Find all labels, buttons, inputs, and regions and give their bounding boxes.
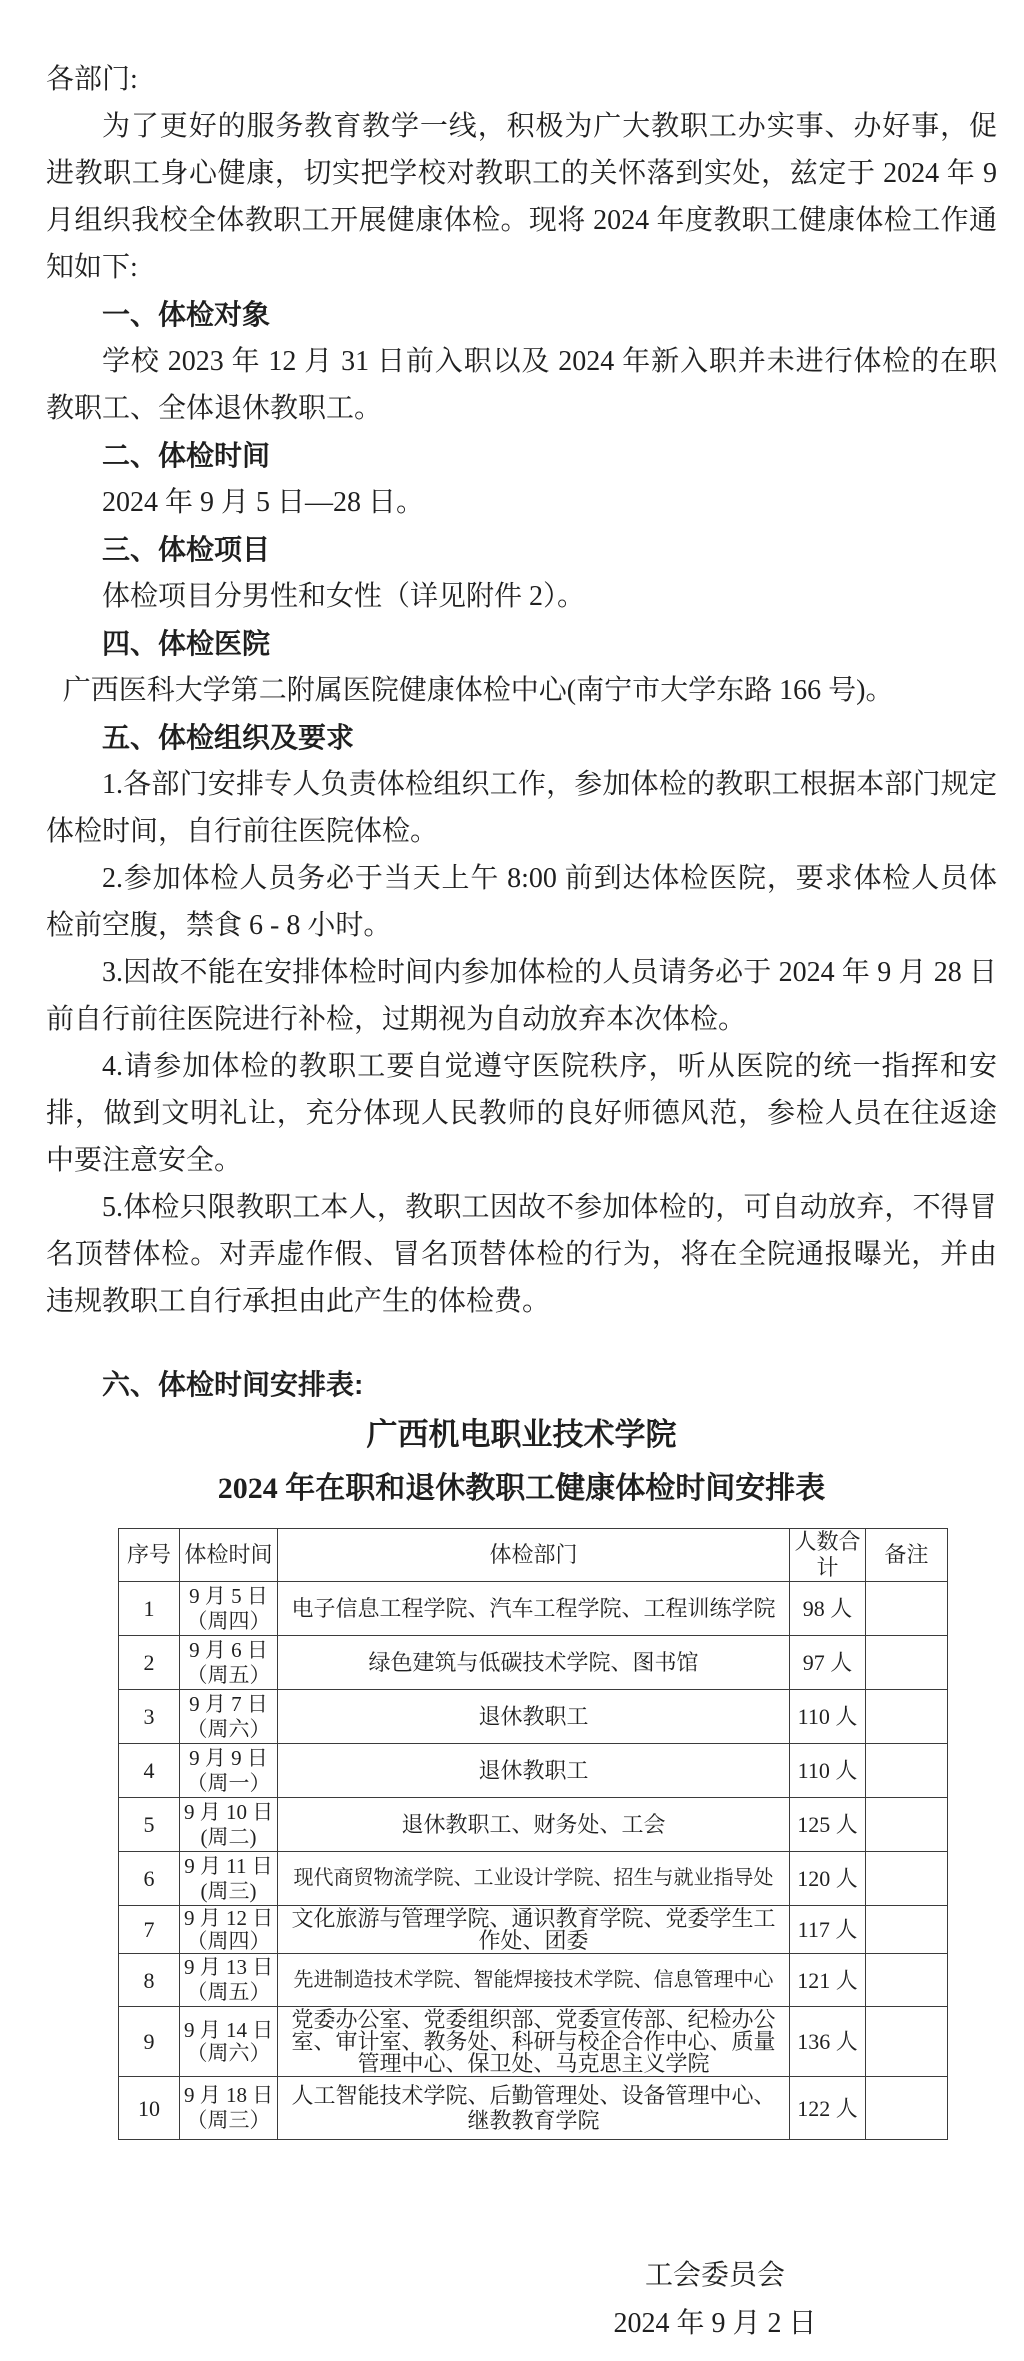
cell-weekday: （周六）: [186, 1716, 271, 1741]
cell-count: 98 人: [790, 1582, 866, 1636]
cell-dept: 先进制造技术学院、智能焊接技术学院、信息管理中心: [278, 1954, 790, 2007]
cell-time: [180, 2077, 278, 2140]
cell-note: [866, 1798, 948, 1852]
cell-count: 121 人: [790, 1954, 866, 2007]
cell-weekday: （周四）: [186, 1928, 271, 1953]
cell-count: 110 人: [790, 1744, 866, 1798]
cell-weekday: (周二): [200, 1824, 257, 1849]
cell-date: 9 月 6 日: [189, 1637, 268, 1662]
cell-time: [180, 1690, 278, 1744]
section-5-item-3: 3.因故不能在安排体检时间内参加体检的人员请务必于 2024 年 9 月 28 日前自行前往医院进行补检，过期视为自动放弃本次体检。: [46, 957, 997, 1035]
cell-count: 122 人: [790, 2077, 866, 2140]
signature-block: [565, 2252, 865, 2348]
schedule-title-line2: 2024 年在职和退休教职工健康体检时间安排表: [217, 1472, 826, 1505]
cell-date: 9 月 13 日: [184, 1955, 274, 1979]
cell-weekday: （周四）: [186, 1608, 271, 1633]
salutation: 各部门:: [46, 64, 138, 95]
cell-time: [180, 1852, 278, 1906]
cell-no: 6: [119, 1852, 180, 1906]
cell-date: 9 月 18 日: [184, 2083, 274, 2107]
table-row: [119, 1954, 948, 2007]
section-5-item-4: 4.请参加体检的教职工要自觉遵守医院秩序，听从医院的统一指挥和安排，做到文明礼让，充分体现人民教师的良好师德风范，参检人员在往返途中要注意安全。: [46, 1051, 997, 1176]
cell-date: 9 月 14 日: [184, 2017, 274, 2042]
cell-note: [866, 2077, 948, 2140]
cell-weekday: （周五）: [186, 1662, 271, 1687]
cell-time: [180, 1582, 278, 1636]
table-row: [119, 1636, 948, 1690]
table-row: [119, 1744, 948, 1798]
cell-date: 9 月 7 日: [189, 1691, 268, 1716]
cell-weekday: （周三）: [186, 2108, 271, 2132]
section-heading-6: 六、体检时间安排表:: [102, 1369, 364, 1400]
table-row: [119, 2077, 948, 2140]
section-heading-5: 五、体检组织及要求: [102, 722, 355, 753]
header-time: 体检时间: [180, 1529, 278, 1582]
table-row: [119, 1852, 948, 1906]
header-dept: 体检部门: [278, 1529, 790, 1582]
section-3-text: 体检项目分男性和女性（详见附件 2）。: [102, 581, 586, 612]
header-note: 备注: [866, 1529, 948, 1582]
cell-dept: 人工智能技术学院、后勤管理处、设备管理中心、继教教育学院: [278, 2077, 790, 2140]
cell-time: [180, 1744, 278, 1798]
cell-note: [866, 2007, 948, 2077]
cell-note: [866, 1852, 948, 1906]
cell-dept: 绿色建筑与低碳技术学院、图书馆: [278, 1636, 790, 1690]
cell-note: [866, 1690, 948, 1744]
cell-time: [180, 1954, 278, 2007]
cell-note: [866, 1636, 948, 1690]
cell-date: 9 月 10 日: [184, 1799, 274, 1824]
table-row: [119, 1690, 948, 1744]
section-heading-1: 一、体检对象: [102, 299, 271, 330]
cell-count: 97 人: [790, 1636, 866, 1690]
table-row: [119, 1798, 948, 1852]
cell-no: 5: [119, 1798, 180, 1852]
cell-dept: 退休教职工: [278, 1744, 790, 1798]
cell-no: 9: [119, 2007, 180, 2077]
cell-date: 9 月 9 日: [189, 1745, 268, 1770]
cell-count: 110 人: [790, 1690, 866, 1744]
cell-weekday: （周六）: [186, 2040, 271, 2065]
cell-weekday: （周一）: [186, 1770, 271, 1795]
cell-count: 120 人: [790, 1852, 866, 1906]
cell-date: 9 月 5 日: [189, 1583, 268, 1608]
cell-weekday: （周五）: [186, 1980, 271, 2004]
section-5-item-1: 1.各部门安排专人负责体检组织工作，参加体检的教职工根据本部门规定体检时间，自行前往医院体检。: [46, 769, 997, 847]
cell-no: 2: [119, 1636, 180, 1690]
cell-dept: 电子信息工程学院、汽车工程学院、工程训练学院: [278, 1582, 790, 1636]
cell-time: [180, 1906, 278, 1954]
cell-no: 3: [119, 1690, 180, 1744]
intro-paragraph: 为了更好的服务教育教学一线，积极为广大教职工办实事、办好事，促进教职工身心健康，切实把学校对教职工的关怀落到实处，兹定于 2024 年 9 月组织我校全体教职工开展健康体检。现将 2024 年度教职工健康体检工作通知如下:: [46, 111, 997, 283]
cell-time: [180, 1798, 278, 1852]
schedule-title-line1: 广西机电职业技术学院: [366, 1417, 677, 1452]
cell-no: 4: [119, 1744, 180, 1798]
cell-no: 8: [119, 1954, 180, 2007]
cell-no: 10: [119, 2077, 180, 2140]
signature-date: 2024 年 9 月 2 日: [613, 2308, 817, 2339]
cell-dept: 党委办公室、党委组织部、党委宣传部、纪检办公室、审计室、教务处、科研与校企合作中心、质量管理中心、保卫处、马克思主义学院: [278, 2007, 790, 2077]
table-header-row: [119, 1529, 948, 1582]
table-row: [119, 1906, 948, 1954]
cell-dept: 退休教职工、财务处、工会: [278, 1798, 790, 1852]
section-1-text: 学校 2023 年 12 月 31 日前入职以及 2024 年新入职并未进行体检的在职教职工、全体退休教职工。: [46, 346, 997, 424]
cell-note: [866, 1744, 948, 1798]
cell-dept: 现代商贸物流学院、工业设计学院、招生与就业指导处: [278, 1852, 790, 1906]
signature-org: 工会委员会: [644, 2260, 785, 2291]
section-heading-4: 四、体检医院: [102, 628, 271, 659]
header-no: 序号: [119, 1529, 180, 1582]
cell-note: [866, 1582, 948, 1636]
cell-count: 136 人: [790, 2007, 866, 2077]
cell-date: 9 月 11 日: [184, 1853, 273, 1878]
table-row: [119, 2007, 948, 2077]
cell-count: 125 人: [790, 1798, 866, 1852]
header-count: 人数合计: [790, 1529, 866, 1582]
cell-dept: 退休教职工: [278, 1690, 790, 1744]
cell-no: 1: [119, 1582, 180, 1636]
cell-dept: 文化旅游与管理学院、通识教育学院、党委学生工作处、团委: [278, 1906, 790, 1954]
cell-note: [866, 1906, 948, 1954]
table-row: [119, 1582, 948, 1636]
section-2-text: 2024 年 9 月 5 日—28 日。: [102, 487, 425, 518]
cell-no: 7: [119, 1906, 180, 1954]
section-5-item-5: 5.体检只限教职工本人，教职工因故不参加体检的，可自动放弃，不得冒名顶替体检。对弄虚作假、冒名顶替体检的行为，将在全院通报曝光，并由违规教职工自行承担由此产生的体检费。: [46, 1192, 997, 1317]
schedule-table: [118, 1528, 948, 2140]
cell-date: 9 月 12 日: [184, 1905, 274, 1930]
cell-note: [866, 1954, 948, 2007]
cell-time: [180, 1636, 278, 1690]
cell-weekday: (周三): [200, 1878, 257, 1903]
cell-time: [180, 2007, 278, 2077]
cell-count: 117 人: [790, 1906, 866, 1954]
section-5-item-2: 2.参加体检人员务必于当天上午 8:00 前到达体检医院，要求体检人员体检前空腹，禁食 6 - 8 小时。: [46, 863, 997, 941]
section-heading-2: 二、体检时间: [102, 440, 271, 471]
section-4-text: 广西医科大学第二附属医院健康体检中心(南宁市大学东路 166 号)。: [62, 675, 894, 706]
section-heading-3: 三、体检项目: [102, 534, 271, 565]
